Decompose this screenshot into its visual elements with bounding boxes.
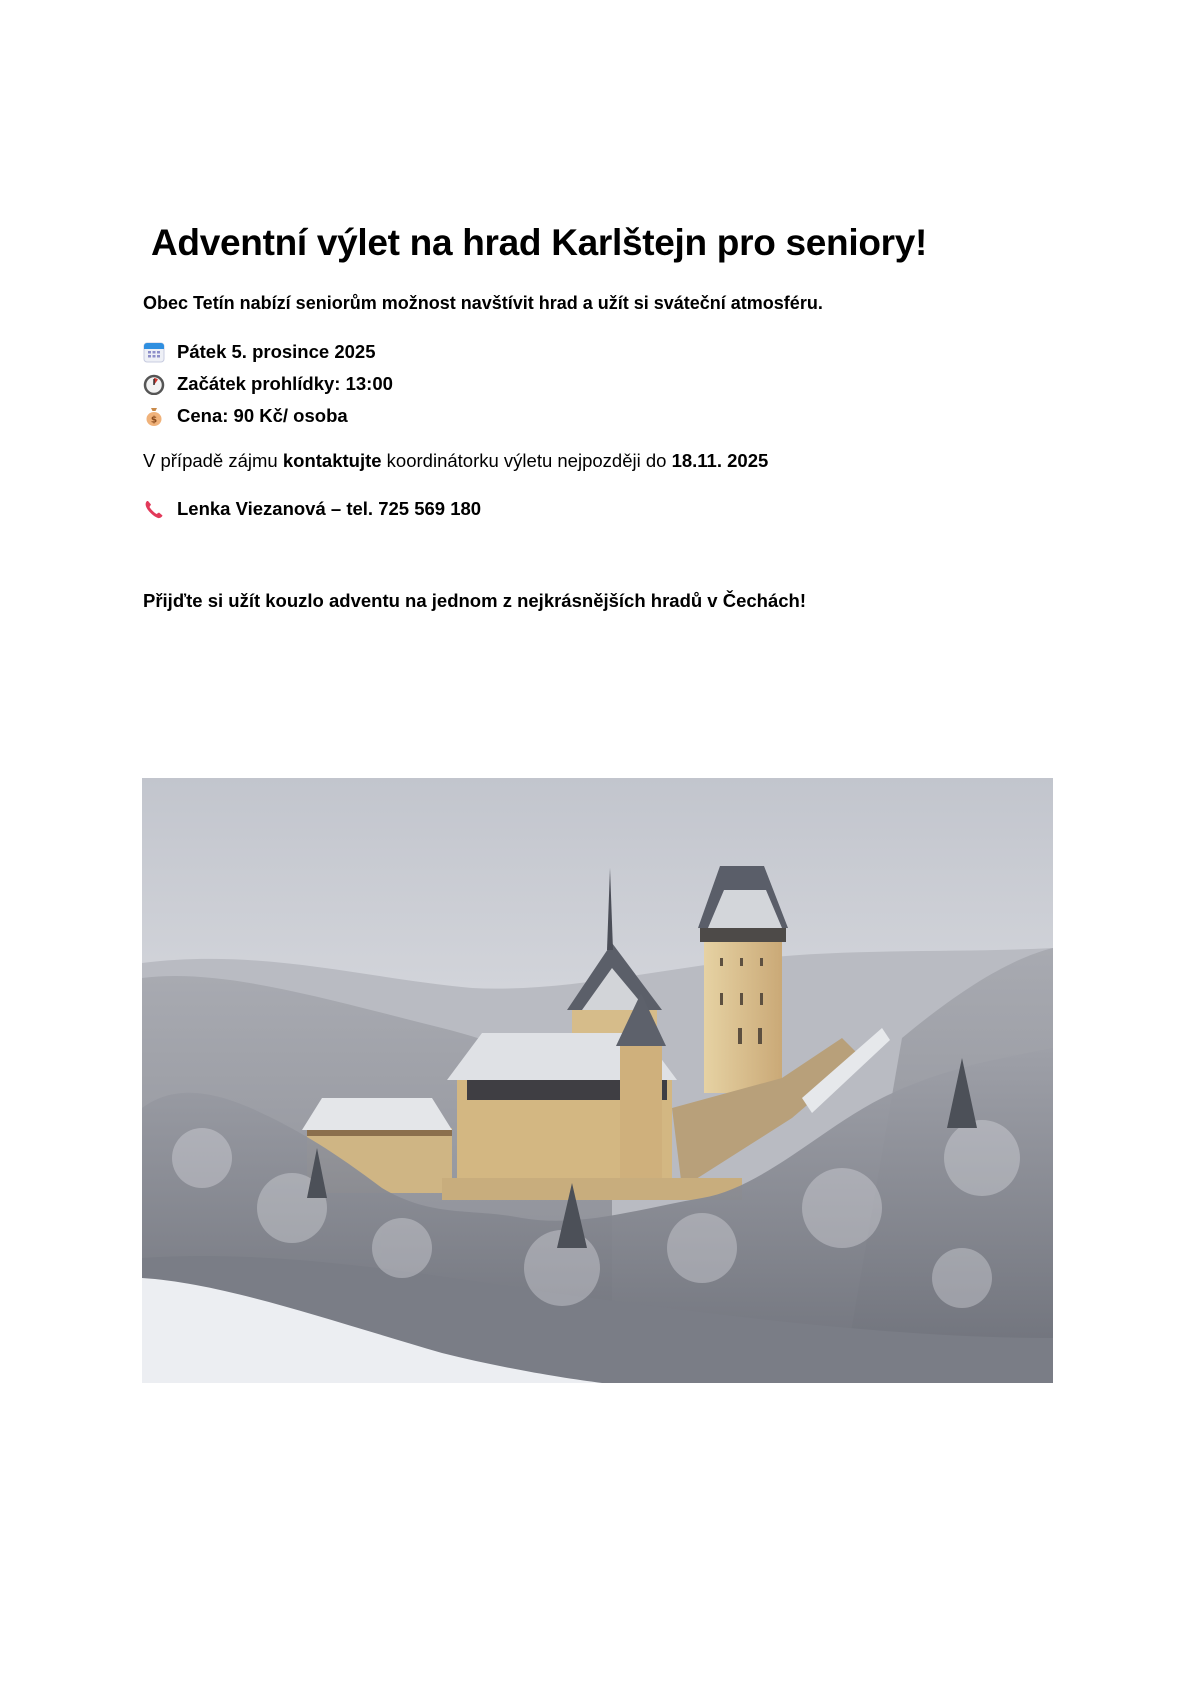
stopwatch-icon	[143, 373, 165, 395]
contact-prefix: V případě zájmu	[143, 450, 283, 471]
karlstejn-castle-photo	[142, 778, 1053, 1383]
event-price-text: Cena: 90 Kč/ osoba	[177, 405, 348, 426]
event-price	[143, 405, 348, 427]
page-title: Adventní výlet na hrad Karlštejn pro seniory!	[151, 222, 928, 263]
castle-winter-image	[142, 778, 1053, 1383]
subtitle: Obec Tetín nabízí seniorům možnost navštívit hrad a užít si sváteční atmosféru.	[143, 293, 823, 313]
contact-deadline: 18.11. 2025	[671, 450, 769, 471]
event-start-time-text: Začátek prohlídky: 13:00	[177, 373, 393, 394]
money-bag-icon	[143, 405, 165, 427]
contact-phone	[143, 498, 481, 520]
svg-text:$: $	[150, 415, 158, 426]
contact-phone-text: Lenka Viezanová – tel. 725 569 180	[177, 498, 482, 519]
event-date-text: Pátek 5. prosince 2025	[177, 341, 376, 362]
phone-icon	[143, 498, 165, 520]
contact-instructions	[143, 450, 768, 472]
event-start-time	[143, 373, 393, 395]
closing-invitation: Přijďte si užít kouzlo adventu na jednom z nejkrásnějších hradů v Čechách!	[143, 590, 807, 611]
contact-emphasis: kontaktujte	[282, 450, 382, 471]
contact-middle: koordinátorku výletu nejpozději do	[381, 450, 672, 471]
calendar-icon	[143, 341, 165, 363]
event-date	[143, 341, 375, 363]
